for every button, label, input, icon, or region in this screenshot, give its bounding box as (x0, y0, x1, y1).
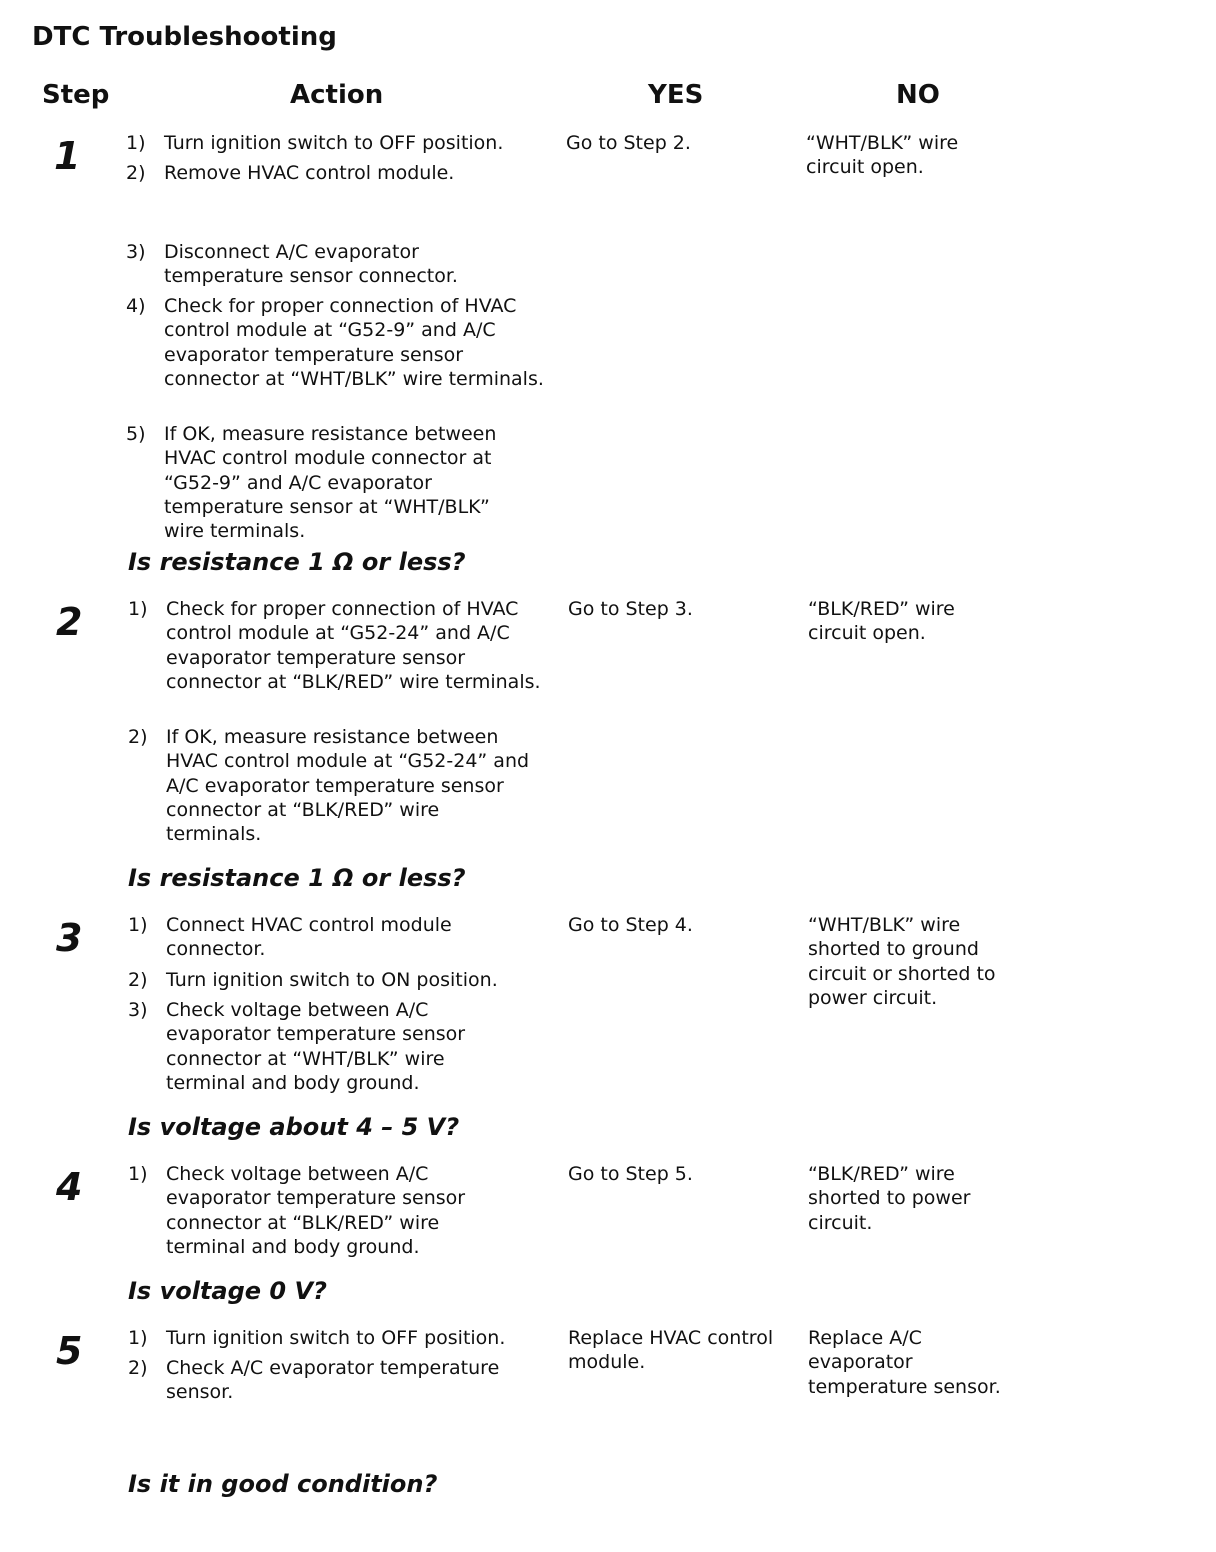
item-number: 3) (128, 999, 148, 1021)
step-question: Is resistance 1 Ω or less? (128, 864, 466, 892)
item-number: 2) (126, 162, 146, 184)
item-number: 1) (128, 1327, 148, 1349)
item-text: Disconnect A/C evaporator temperature sensor connector. (164, 241, 458, 288)
header-no: NO (896, 80, 940, 110)
item-text: Turn ignition switch to OFF position. (164, 132, 504, 154)
step-number: 1 (54, 134, 81, 178)
item-text: Check for proper connection of HVAC control module at “G52-24” and A/C evaporator temperature sensor connector at “BLK/RED” wire terminals. (166, 598, 541, 693)
item-text: Check voltage between A/C evaporator temperature sensor connector at “WHT/BLK” wire terminal and body ground. (166, 999, 466, 1094)
step-number: 3 (56, 916, 83, 960)
no-result: “WHT/BLK” wire circuit open. (806, 132, 959, 179)
item-number: 2) (128, 726, 148, 748)
no-result: Replace A/C evaporator temperature sensor. (808, 1327, 1001, 1398)
yes-result: Replace HVAC control module. (568, 1327, 774, 1374)
header-step: Step (42, 80, 110, 110)
step-number: 2 (56, 600, 83, 644)
no-result: “WHT/BLK” wire shorted to ground circuit or shorted to power circuit. (808, 914, 996, 1009)
page-title: DTC Troubleshooting (32, 22, 337, 52)
item-text: Turn ignition switch to ON position. (166, 969, 498, 991)
yes-result: Go to Step 3. (568, 598, 693, 620)
item-number: 4) (126, 295, 146, 317)
item-text: Check for proper connection of HVAC control module at “G52-9” and A/C evaporator temperature sensor connector at “WHT/BLK” wire terminals. (164, 295, 544, 390)
step-question: Is voltage about 4 – 5 V? (128, 1113, 460, 1141)
step-question: Is resistance 1 Ω or less? (128, 548, 466, 576)
item-number: 5) (126, 423, 146, 445)
item-number: 1) (126, 132, 146, 154)
step-number: 4 (56, 1165, 83, 1209)
item-number: 2) (128, 1357, 148, 1379)
item-text: Connect HVAC control module connector. (166, 914, 452, 961)
step-question: Is voltage 0 V? (128, 1277, 327, 1305)
item-text: Check voltage between A/C evaporator temperature sensor connector at “BLK/RED” wire terminal and body ground. (166, 1163, 466, 1258)
step-number: 5 (56, 1329, 83, 1373)
item-text: Turn ignition switch to OFF position. (166, 1327, 506, 1349)
item-number: 1) (128, 598, 148, 620)
item-text: If OK, measure resistance between HVAC control module connector at “G52-9” and A/C evaporator temperature sensor at “WHT/BLK” wire terminals. (164, 423, 497, 543)
yes-result: Go to Step 5. (568, 1163, 693, 1185)
item-number: 3) (126, 241, 146, 263)
header-yes: YES (648, 80, 704, 110)
no-result: “BLK/RED” wire circuit open. (808, 598, 955, 645)
yes-result: Go to Step 4. (568, 914, 693, 936)
header-action: Action (290, 80, 384, 110)
item-text: Remove HVAC control module. (164, 162, 455, 184)
item-number: 2) (128, 969, 148, 991)
yes-result: Go to Step 2. (566, 132, 691, 154)
step-question: Is it in good condition? (128, 1470, 438, 1498)
item-number: 1) (128, 914, 148, 936)
item-number: 1) (128, 1163, 148, 1185)
no-result: “BLK/RED” wire shorted to power circuit. (808, 1163, 971, 1234)
item-text: Check A/C evaporator temperature sensor. (166, 1357, 500, 1404)
item-text: If OK, measure resistance between HVAC control module at “G52-24” and A/C evaporator temperature sensor connector at “BLK/RED” wire terminals. (166, 726, 530, 846)
